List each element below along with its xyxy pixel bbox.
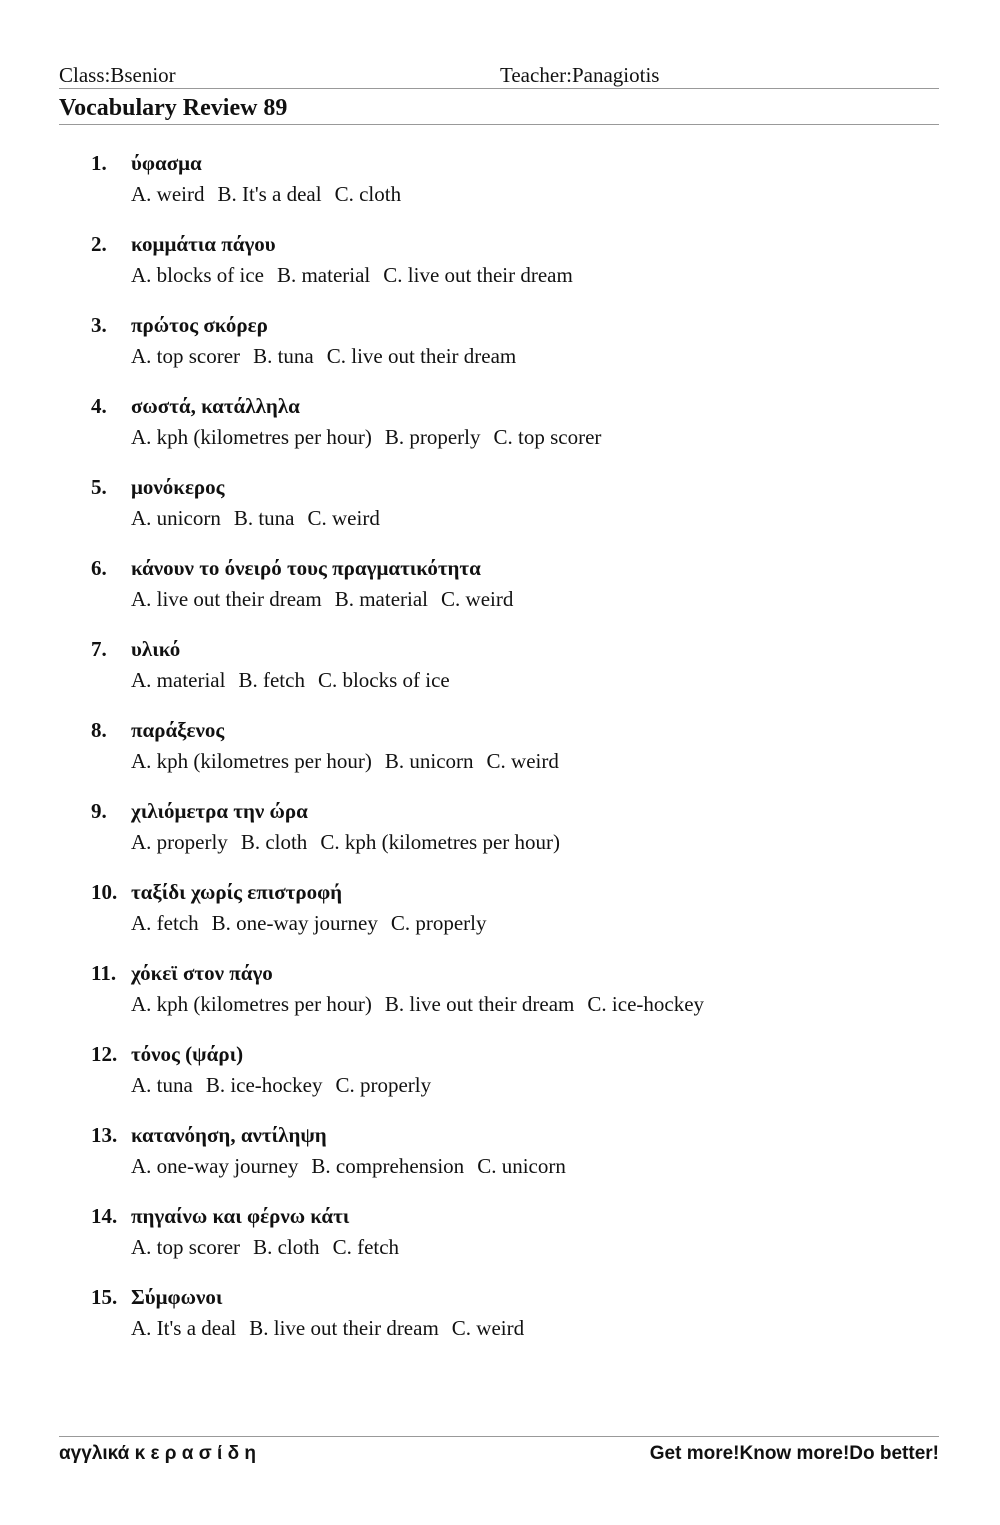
question-prompt: σωστά, κατάλληλα (131, 394, 300, 418)
question-prompt: υλικό (131, 637, 181, 661)
answer-option[interactable]: B. unicorn (384, 749, 474, 773)
question-number: 10. (91, 880, 118, 904)
question-prompt: κάνουν το όνειρό τους πραγματικότητα (131, 556, 481, 580)
answer-option[interactable]: C. ice-hockey (587, 992, 705, 1016)
question-item (0, 553, 1000, 634)
answer-option[interactable]: A. tuna (131, 1073, 193, 1097)
answer-option[interactable]: A. live out their dream (131, 587, 322, 611)
answer-option[interactable]: B. material (276, 263, 371, 287)
answer-option[interactable]: A. top scorer (131, 344, 241, 368)
answer-options (131, 665, 463, 695)
answer-option[interactable]: B. one-way journey (211, 911, 378, 935)
answer-option[interactable]: A. It's a deal (131, 1316, 237, 1340)
title-divider (59, 124, 939, 125)
answer-option[interactable]: C. weird (486, 749, 559, 773)
question-prompt: τόνος (ψάρι) (131, 1042, 244, 1066)
answer-option[interactable]: B. cloth (253, 1235, 320, 1259)
answer-option[interactable]: C. weird (307, 506, 380, 530)
answer-option[interactable]: B. cloth (240, 830, 308, 854)
answer-options (131, 827, 573, 857)
answer-option[interactable]: B. tuna (253, 344, 314, 368)
answer-option[interactable]: A. kph (kilometres per hour) (131, 425, 372, 449)
answer-option[interactable]: B. material (334, 587, 429, 611)
question-prompt: ύφασμα (131, 151, 202, 175)
question-number: 2. (91, 232, 107, 256)
answer-options (131, 341, 529, 371)
answer-option[interactable]: A. weird (131, 182, 205, 206)
question-number: 5. (91, 475, 107, 499)
answer-options (131, 584, 526, 614)
answer-option[interactable]: A. top scorer (131, 1235, 241, 1259)
answer-options (131, 179, 414, 209)
answer-option[interactable]: C. blocks of ice (317, 668, 450, 692)
footer (59, 1441, 939, 1467)
class-label: Class:Bsenior (59, 63, 176, 87)
question-number: 13. (91, 1123, 118, 1147)
question-number: 8. (91, 718, 107, 742)
question-prompt: κατανόηση, αντίληψη (131, 1123, 327, 1147)
answer-option[interactable]: B. comprehension (311, 1154, 465, 1178)
answer-option[interactable]: C. weird (451, 1316, 525, 1340)
question-prompt: κομμάτια πάγου (131, 232, 276, 256)
answer-options (131, 989, 717, 1019)
question-item (0, 1120, 1000, 1201)
footer-left-text: αγγλικά κ ε ρ α σ ί δ η (59, 1443, 256, 1464)
header-row (59, 62, 939, 88)
question-item (0, 715, 1000, 796)
question-list (0, 148, 1000, 1363)
question-item (0, 1282, 1000, 1363)
answer-options (131, 260, 586, 290)
answer-option[interactable]: A. kph (kilometres per hour) (131, 749, 372, 773)
answer-options (131, 1232, 412, 1262)
question-prompt: χιλιόμετρα την ώρα (131, 799, 308, 823)
answer-option[interactable]: C. kph (kilometres per hour) (320, 830, 561, 854)
answer-option[interactable]: C. live out their dream (383, 263, 573, 287)
answer-option[interactable]: C. cloth (334, 182, 402, 206)
question-number: 12. (91, 1042, 118, 1066)
answer-option[interactable]: C. top scorer (493, 425, 602, 449)
answer-option[interactable]: B. live out their dream (384, 992, 575, 1016)
question-number: 11. (91, 961, 117, 985)
answer-options (131, 746, 572, 776)
answer-option[interactable]: C. fetch (332, 1235, 400, 1259)
question-number: 7. (91, 637, 107, 661)
question-number: 3. (91, 313, 107, 337)
answer-option[interactable]: C. live out their dream (326, 344, 517, 368)
answer-options (131, 1151, 579, 1181)
question-item (0, 877, 1000, 958)
footer-slogan: Get more!Know more!Do better! (649, 1443, 939, 1464)
answer-options (131, 908, 500, 938)
answer-option[interactable]: B. properly (384, 425, 481, 449)
answer-options (131, 503, 393, 533)
header-divider (59, 88, 939, 89)
question-item (0, 472, 1000, 553)
question-item (0, 796, 1000, 877)
answer-option[interactable]: B. tuna (233, 506, 295, 530)
answer-option[interactable]: A. blocks of ice (131, 263, 264, 287)
answer-option[interactable]: A. fetch (131, 911, 199, 935)
question-prompt: ταξίδι χωρίς επιστροφή (131, 880, 343, 904)
question-number: 1. (91, 151, 107, 175)
answer-option[interactable]: B. ice-hockey (205, 1073, 323, 1097)
question-prompt: πρώτος σκόρερ (131, 313, 268, 337)
page-title: Vocabulary Review 89 (59, 95, 288, 121)
answer-option[interactable]: A. material (131, 668, 226, 692)
answer-option[interactable]: C. weird (441, 587, 514, 611)
question-number: 14. (91, 1204, 118, 1228)
question-prompt: πηγαίνω και φέρνω κάτι (131, 1204, 350, 1228)
question-prompt: παράξενος (131, 718, 225, 742)
answer-option[interactable]: B. fetch (238, 668, 305, 692)
question-item (0, 229, 1000, 310)
answer-option[interactable]: B. live out their dream (249, 1316, 439, 1340)
question-item (0, 310, 1000, 391)
question-item (0, 634, 1000, 715)
answer-option[interactable]: A. one-way journey (131, 1154, 299, 1178)
question-item (0, 1201, 1000, 1282)
answer-option[interactable]: C. properly (335, 1073, 432, 1097)
question-prompt: μονόκερος (131, 475, 225, 499)
question-number: 15. (91, 1285, 118, 1309)
answer-option[interactable]: C. properly (390, 911, 487, 935)
question-number: 9. (91, 799, 107, 823)
question-item (0, 1039, 1000, 1120)
question-item (0, 148, 1000, 229)
question-number: 4. (91, 394, 107, 418)
question-item (0, 958, 1000, 1039)
question-item (0, 391, 1000, 472)
answer-options (131, 1070, 444, 1100)
teacher-label: Teacher:Panagiotis (500, 63, 660, 87)
question-prompt: Σύμφωνοι (131, 1285, 223, 1309)
question-number: 6. (91, 556, 107, 580)
answer-option[interactable]: A. properly (131, 830, 228, 854)
answer-option[interactable]: A. unicorn (131, 506, 221, 530)
question-prompt: χόκεϊ στον πάγο (131, 961, 273, 985)
answer-option[interactable]: B. It's a deal (217, 182, 322, 206)
answer-options (131, 1313, 537, 1343)
answer-option[interactable]: A. kph (kilometres per hour) (131, 992, 372, 1016)
answer-options (131, 422, 614, 452)
answer-option[interactable]: C. unicorn (477, 1154, 566, 1178)
footer-divider (59, 1436, 939, 1437)
